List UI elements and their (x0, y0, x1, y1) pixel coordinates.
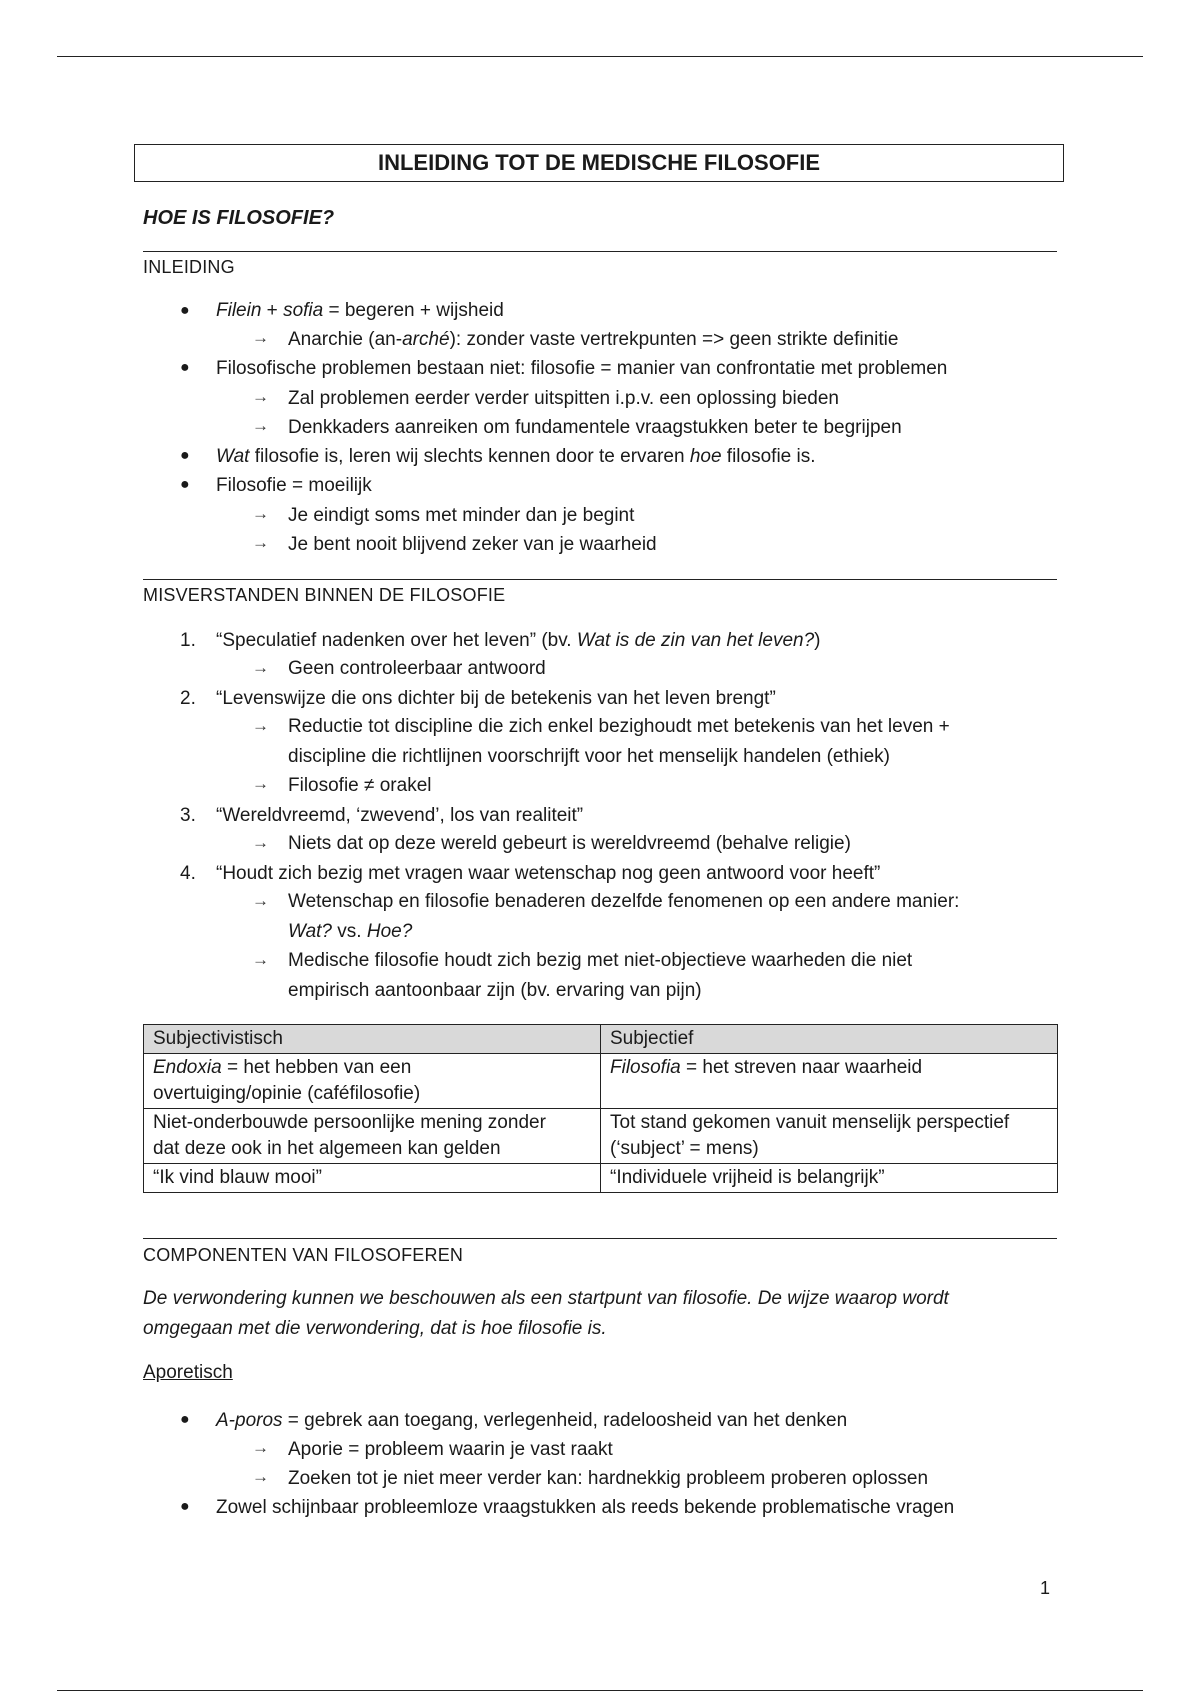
bullet-icon: ● (180, 476, 190, 493)
term-filosofia: Filosofia (610, 1057, 681, 1078)
bullet-icon: ● (180, 359, 190, 376)
list-subitem: Medische filosofie houdt zich bezig met niet-objectieve waarheden die niet (288, 950, 913, 971)
arrow-icon: → (252, 1438, 269, 1457)
section-rule-misverstanden (143, 579, 1057, 580)
header-rule (57, 56, 1143, 57)
text: + (261, 300, 284, 321)
list-number: 1. (180, 630, 196, 651)
text: (‘subject’ = mens) (610, 1138, 759, 1159)
term-arche: arché (402, 329, 450, 350)
term-sofia: sofia (283, 300, 324, 321)
subsection-heading-aporetisch: Aporetisch (143, 1362, 233, 1383)
arrow-icon: → (252, 533, 269, 552)
arrow-icon: → (252, 1467, 269, 1486)
section-title: HOE IS FILOSOFIE? (143, 207, 335, 229)
table-row (144, 1109, 1058, 1164)
arrow-icon: → (252, 387, 269, 406)
term-a-poros: A-poros (216, 1410, 283, 1431)
list-subitem: Reductie tot discipline die zich enkel bezighoudt met betekenis van het leven + (288, 716, 950, 737)
section-heading-misverstanden: MISVERSTANDEN BINNEN DE FILOSOFIE (143, 585, 506, 605)
list-subitem: Denkkaders aanreiken om fundamentele vraagstukken beter te begrijpen (288, 417, 902, 438)
list-number: 4. (180, 863, 196, 884)
text: “Speculatief nadenken over het leven” (bv. (216, 630, 577, 651)
section-rule-inleiding (143, 251, 1057, 252)
list-item (216, 1407, 847, 1435)
text: vs. (332, 921, 367, 942)
table-cell: “Individuele vrijheid is belangrijk” (601, 1164, 1058, 1193)
arrow-icon: → (252, 716, 269, 735)
term-endoxia: Endoxia (153, 1057, 222, 1078)
list-subitem: Je eindigt soms met minder dan je begint (288, 505, 635, 526)
term-hoe: Hoe? (366, 921, 413, 942)
text: = het hebben van een (221, 1057, 412, 1078)
list-item: Filosofische problemen bestaan niet: filosofie = manier van confrontatie met problemen (216, 358, 948, 379)
term-wat: Wat (216, 446, 250, 467)
document-title: INLEIDING TOT DE MEDISCHE FILOSOFIE (134, 144, 1064, 182)
list-subitem (288, 326, 898, 354)
arrow-icon: → (252, 891, 269, 910)
list-subitem: Niets dat op deze wereld gebeurt is wereldvreemd (behalve religie) (288, 833, 851, 854)
list-subitem: Geen controleerbaar antwoord (288, 658, 546, 679)
footer-rule (57, 1690, 1143, 1691)
term-filein: Filein (216, 300, 262, 321)
text: filosofie is, leren wij slechts kennen door te ervaren (249, 446, 690, 467)
table-header-row (144, 1025, 1058, 1054)
intro-paragraph (143, 1284, 1043, 1344)
list-number: 3. (180, 805, 196, 826)
bullet-icon: ● (180, 1498, 190, 1515)
list-item (216, 297, 504, 325)
list-subitem-continued (288, 918, 412, 946)
table-header-cell: Subjectief (601, 1025, 1058, 1054)
arrow-icon: → (252, 774, 269, 793)
list-subitem: Zoeken tot je niet meer verder kan: hardnekkig probleem proberen oplossen (288, 1468, 929, 1489)
section-heading-componenten: COMPONENTEN VAN FILOSOFEREN (143, 1245, 464, 1265)
page-number: 1 (1040, 1578, 1051, 1598)
text: omgegaan met die verwondering, dat is hoe filosofie is. (143, 1318, 607, 1339)
text: ): zonder vaste vertrekpunten => geen strikte definitie (449, 329, 899, 350)
list-subitem-continued: empirisch aantoonbaar zijn (bv. ervaring van pijn) (288, 980, 702, 1001)
list-item (216, 627, 821, 655)
arrow-icon: → (252, 658, 269, 677)
section-rule-componenten (143, 1238, 1057, 1239)
list-item: “Levenswijze die ons dichter bij de betekenis van het leven brengt” (216, 688, 776, 709)
arrow-icon: → (252, 504, 269, 523)
example-question: Wat is de zin van het leven? (576, 630, 815, 651)
table-row (144, 1164, 1058, 1193)
text: = het streven naar waarheid (680, 1057, 923, 1078)
list-item: Filosofie = moeilijk (216, 475, 372, 496)
text: filosofie is. (721, 446, 816, 467)
table-row (144, 1054, 1058, 1109)
text: = gebrek aan toegang, verlegenheid, radeloosheid van het denken (282, 1410, 848, 1431)
list-subitem: Wetenschap en filosofie benaderen dezelfde fenomenen op een andere manier: (288, 891, 960, 912)
table-cell (601, 1054, 1058, 1109)
table-header-cell: Subjectivistisch (144, 1025, 601, 1054)
text: = begeren + wijsheid (323, 300, 504, 321)
comparison-table (143, 1024, 1058, 1193)
bullet-icon: ● (180, 302, 190, 319)
list-item (216, 443, 816, 471)
arrow-icon: → (252, 328, 269, 347)
text: De verwondering kunnen we beschouwen als een startpunt van filosofie. De wijze waarop wordt (143, 1288, 949, 1309)
list-subitem: Filosofie ≠ orakel (288, 775, 432, 796)
text: overtuiging/opinie (caféfilosofie) (153, 1083, 421, 1104)
table-cell (144, 1109, 601, 1164)
text: ) (814, 630, 821, 651)
list-item: “Wereldvreemd, ‘zwevend’, los van realiteit” (216, 805, 584, 826)
arrow-icon: → (252, 833, 269, 852)
list-subitem: Zal problemen eerder verder uitspitten i.p.v. een oplossing bieden (288, 388, 839, 409)
table-cell (601, 1109, 1058, 1164)
text: Anarchie (an- (288, 329, 403, 350)
term-wat: Wat? (288, 921, 333, 942)
text: Niet-onderbouwde persoonlijke mening zonder (153, 1112, 546, 1133)
arrow-icon: → (252, 416, 269, 435)
section-heading-inleiding: INLEIDING (143, 257, 235, 277)
list-item: “Houdt zich bezig met vragen waar wetenschap nog geen antwoord voor heeft” (216, 863, 881, 884)
arrow-icon: → (252, 950, 269, 969)
list-subitem: Aporie = probleem waarin je vast raakt (288, 1439, 613, 1460)
list-number: 2. (180, 688, 196, 709)
term-hoe: hoe (689, 446, 722, 467)
bullet-icon: ● (180, 1411, 190, 1428)
bullet-icon: ● (180, 447, 190, 464)
list-item: Zowel schijnbaar probleemloze vraagstukken als reeds bekende problematische vragen (216, 1497, 955, 1518)
table-cell (144, 1054, 601, 1109)
list-subitem: Je bent nooit blijvend zeker van je waarheid (288, 534, 657, 555)
text: dat deze ook in het algemeen kan gelden (153, 1138, 501, 1159)
list-subitem-continued: discipline die richtlijnen voorschrijft voor het menselijk handelen (ethiek) (288, 746, 890, 767)
text: Tot stand gekomen vanuit menselijk perspectief (610, 1112, 1010, 1133)
table-cell: “Ik vind blauw mooi” (144, 1164, 601, 1193)
